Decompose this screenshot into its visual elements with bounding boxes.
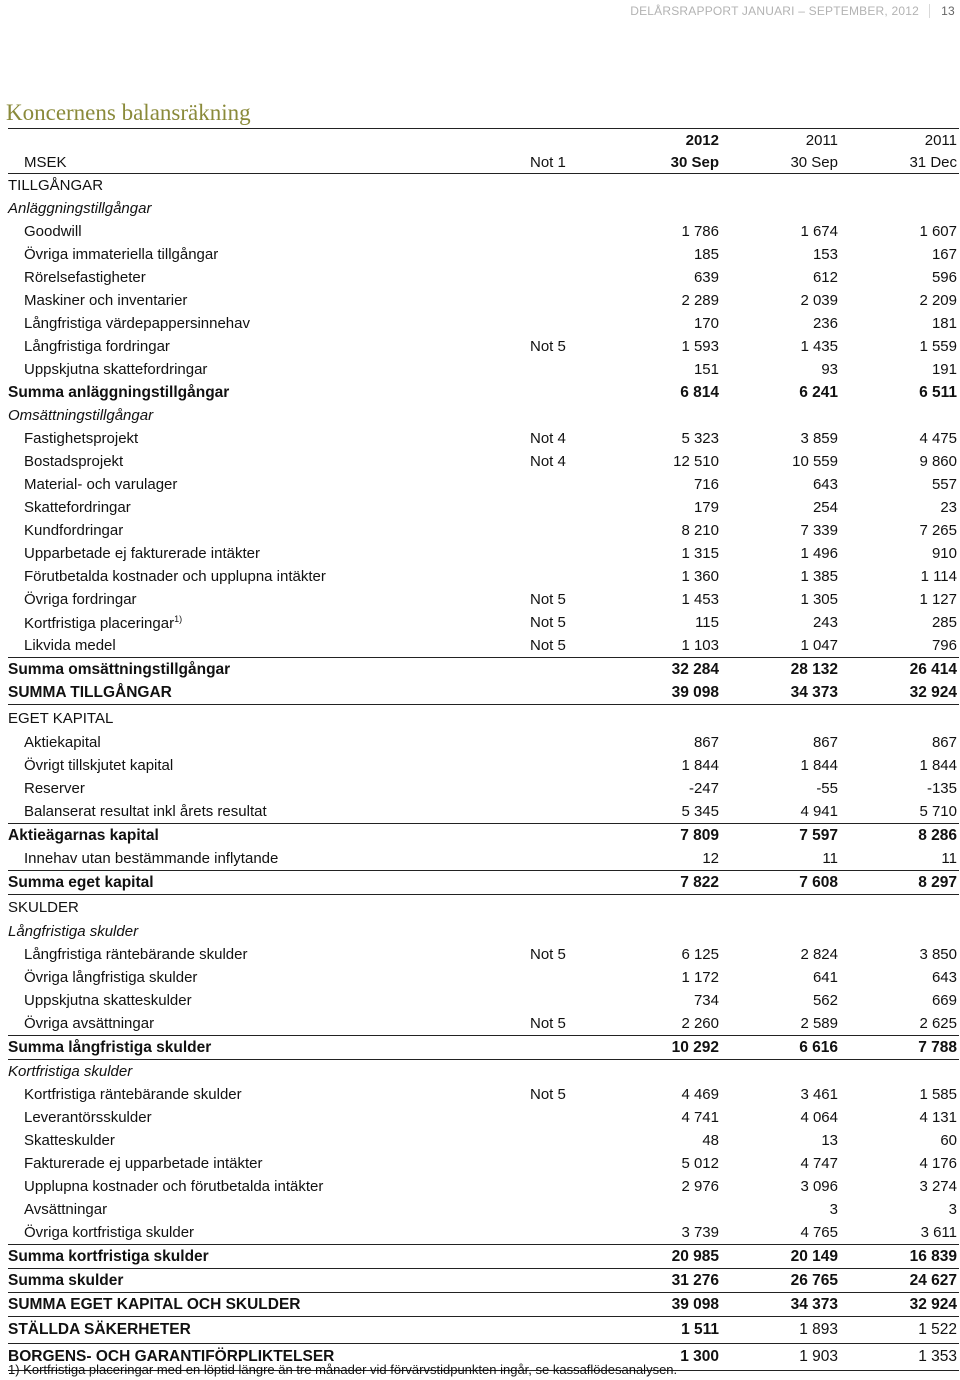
- row-label: Kortfristiga skulder: [8, 1063, 133, 1080]
- table-row: [8, 1292, 959, 1317]
- row-label: Summa skulder: [8, 1271, 124, 1289]
- row-value-col-2: 3: [829, 1201, 838, 1218]
- row-label: Leverantörsskulder: [24, 1109, 152, 1126]
- table-row: [8, 1083, 959, 1106]
- table-row: [8, 731, 959, 754]
- header-row-years: [8, 129, 959, 151]
- row-note-ref: Not 5: [530, 1015, 566, 1032]
- table-row: [8, 754, 959, 777]
- row-label: Aktieägarnas kapital: [8, 826, 159, 844]
- row-value-col-3: 596: [931, 269, 957, 286]
- row-value-col-2: 7 339: [800, 522, 838, 539]
- row-label: Summa eget kapital: [8, 873, 154, 891]
- row-value-col-2: 867: [812, 734, 838, 751]
- row-label: Maskiner och inventarier: [24, 292, 188, 309]
- row-value-col-1: 4 469: [681, 1086, 719, 1103]
- row-value-col-3: 4 176: [919, 1155, 957, 1172]
- row-label: STÄLLDA SÄKERHETER: [8, 1321, 191, 1338]
- row-value-col-1: 6 814: [680, 383, 719, 401]
- row-value-col-3: 6 511: [919, 383, 957, 401]
- row-value-col-2: 3 859: [800, 430, 838, 447]
- row-value-col-3: 1 127: [919, 591, 957, 608]
- row-value-col-2: -55: [816, 780, 838, 797]
- row-value-col-2: 20 149: [790, 1247, 838, 1265]
- row-value-col-3: 4 475: [919, 430, 957, 447]
- row-label: Bostadsprojekt: [24, 453, 124, 470]
- table-row: [8, 966, 959, 989]
- row-value-col-2: 1 674: [800, 223, 838, 240]
- row-note-ref: Not 4: [530, 453, 566, 470]
- table-row: [8, 473, 959, 496]
- page-title: Koncernens balansräkning: [6, 100, 251, 125]
- row-value-col-3: 1 844: [919, 757, 957, 774]
- row-value-col-3: 24 627: [909, 1271, 957, 1289]
- table-row: [8, 266, 959, 289]
- row-label: TILLGÅNGAR: [8, 177, 104, 194]
- row-value-col-3: 3: [948, 1201, 957, 1218]
- row-label: Goodwill: [24, 223, 82, 240]
- row-label: Rörelsefastigheter: [24, 269, 146, 286]
- row-value-col-2: 1 496: [800, 545, 838, 562]
- table-row: [8, 920, 959, 943]
- row-value-col-1: 1 786: [681, 223, 719, 240]
- row-label: Kortfristiga placeringar$^{1)}$: [24, 613, 183, 632]
- row-value-col-3: 4 131: [919, 1109, 957, 1126]
- row-label: Förutbetalda kostnader och upplupna intäkter: [24, 568, 326, 585]
- row-value-col-1: 32 284: [671, 660, 719, 678]
- row-note-ref: Not 5: [530, 1086, 566, 1103]
- row-value-col-1: 7 809: [680, 826, 719, 844]
- row-value-col-1: 5 012: [681, 1155, 719, 1172]
- table-row: [8, 404, 959, 427]
- row-value-col-2: 26 765: [790, 1271, 838, 1289]
- row-label: Övriga kortfristiga skulder: [24, 1224, 195, 1241]
- date-col-1: 30 Sep: [670, 153, 719, 171]
- row-value-col-1: 12 510: [673, 453, 719, 470]
- row-value-col-3: 2 625: [919, 1015, 957, 1032]
- row-value-col-2: 1 385: [800, 568, 838, 585]
- row-value-col-2: 28 132: [790, 660, 838, 678]
- row-value-col-1: 1 360: [681, 568, 719, 585]
- row-value-col-3: 643: [931, 969, 957, 986]
- unit-label: MSEK: [24, 153, 67, 171]
- row-value-col-1: 39 098: [671, 1295, 719, 1313]
- table-row: [8, 174, 959, 197]
- footnote-marker: 1): [174, 613, 183, 624]
- row-label: SKULDER: [8, 899, 79, 916]
- row-label: Långfristiga fordringar: [24, 338, 170, 355]
- row-label: EGET KAPITAL: [8, 709, 114, 727]
- row-value-col-2: 236: [812, 315, 838, 332]
- row-note-ref: Not 5: [530, 591, 566, 608]
- table-row: [8, 1198, 959, 1221]
- row-label: Övriga avsättningar: [24, 1015, 155, 1032]
- row-value-col-1: 115: [695, 614, 719, 631]
- table-row: [8, 220, 959, 243]
- row-value-col-1: 20 985: [671, 1247, 719, 1265]
- table-row: [8, 1129, 959, 1152]
- running-title: DELÅRSRAPPORT JANUARI – SEPTEMBER, 2012: [630, 4, 919, 18]
- row-label: Reserver: [24, 780, 85, 797]
- row-label: Uppskjutna skatteskulder: [24, 992, 192, 1009]
- row-value-col-2: 562: [812, 992, 838, 1009]
- row-value-col-3: 3 611: [920, 1224, 957, 1241]
- row-value-col-1: 2 976: [681, 1178, 719, 1195]
- row-label: Fakturerade ej upparbetade intäkter: [24, 1155, 263, 1172]
- row-value-col-1: 1 844: [681, 757, 719, 774]
- row-label: SUMMA TILLGÅNGAR: [8, 683, 172, 701]
- row-value-col-2: 243: [812, 614, 838, 631]
- row-label: Kundfordringar: [24, 522, 124, 539]
- row-value-col-2: 1 435: [800, 338, 838, 355]
- row-value-col-2: 34 373: [790, 1295, 838, 1313]
- row-value-col-1: 1 593: [681, 338, 719, 355]
- row-note-ref: Not 5: [530, 338, 566, 355]
- row-value-col-1: 5 323: [681, 430, 719, 447]
- table-row: [8, 588, 959, 611]
- row-value-col-2: 1 047: [800, 637, 838, 654]
- row-value-col-1: 10 292: [671, 1038, 719, 1056]
- row-value-col-2: 2 039: [800, 292, 838, 309]
- table-row: [8, 657, 959, 681]
- row-value-col-1: 867: [693, 734, 719, 751]
- row-label: Summa anläggningstillgångar: [8, 383, 230, 401]
- row-value-col-3: 191: [931, 361, 957, 378]
- date-col-2: 30 Sep: [790, 153, 838, 171]
- row-label: Långfristiga värdepappersinnehav: [24, 315, 250, 332]
- row-value-col-3: 1 585: [919, 1086, 957, 1103]
- note-header: Not 1: [530, 153, 566, 171]
- row-value-col-2: 4 765: [800, 1224, 838, 1241]
- row-value-col-3: 60: [940, 1132, 957, 1149]
- row-value-col-2: 1 844: [800, 757, 838, 774]
- row-value-col-1: 2 260: [681, 1015, 719, 1032]
- row-label: Upparbetade ej fakturerade intäkter: [24, 545, 260, 562]
- row-value-col-1: 6 125: [681, 946, 719, 963]
- row-label: BORGENS- OCH GARANTIFÖRPLIKTELSER: [8, 1348, 335, 1365]
- row-value-col-2: 3 096: [800, 1178, 838, 1195]
- table-row: [8, 777, 959, 800]
- row-value-col-3: 26 414: [909, 660, 957, 678]
- row-value-col-3: -135: [926, 780, 957, 797]
- table-row: [8, 542, 959, 565]
- row-value-col-3: 1 607: [919, 223, 957, 240]
- table-row: [8, 705, 959, 731]
- table-row: [8, 1317, 959, 1344]
- table-row: [8, 1221, 959, 1244]
- table-row: [8, 381, 959, 404]
- table-row: [8, 243, 959, 266]
- table-row: [8, 358, 959, 381]
- table-row: [8, 611, 959, 634]
- row-value-col-2: 7 608: [799, 873, 838, 891]
- row-value-col-3: 9 860: [919, 453, 957, 470]
- row-value-col-2: 6 241: [799, 383, 838, 401]
- row-value-col-2: 1 903: [799, 1348, 838, 1365]
- row-value-col-2: 2 589: [800, 1015, 838, 1032]
- row-value-col-1: 185: [693, 246, 719, 263]
- row-value-col-2: 641: [812, 969, 838, 986]
- row-value-col-2: 3 461: [800, 1086, 838, 1103]
- row-value-col-1: 1 172: [681, 969, 719, 986]
- table-row: [8, 565, 959, 588]
- row-value-col-3: 32 924: [909, 1295, 957, 1313]
- row-label: Kortfristiga räntebärande skulder: [24, 1086, 242, 1103]
- row-label: Summa långfristiga skulder: [8, 1038, 212, 1056]
- row-value-col-1: 716: [693, 476, 719, 493]
- row-value-col-1: 170: [693, 315, 719, 332]
- row-value-col-3: 867: [931, 734, 957, 751]
- table-row: [8, 681, 959, 705]
- table-row: [8, 1268, 959, 1292]
- table-row: [8, 823, 959, 847]
- row-value-col-3: 910: [931, 545, 957, 562]
- row-value-col-2: 13: [821, 1132, 838, 1149]
- table-row: [8, 1175, 959, 1198]
- table-body: [8, 174, 959, 1371]
- row-value-col-2: 6 616: [799, 1038, 838, 1056]
- row-value-col-1: 5 345: [681, 803, 719, 820]
- row-value-col-1: 31 276: [671, 1271, 719, 1289]
- footnote: 1) Kortfristiga placeringar med en löptid längre än tre månader vid förvärvstidpunkten ingår, se kassaflödesanalysen.: [8, 1362, 678, 1377]
- year-col-1: 2012: [685, 131, 719, 149]
- row-label: Likvida medel: [24, 637, 116, 654]
- balance-sheet-table: [8, 129, 959, 1371]
- table-row: [8, 870, 959, 895]
- row-value-col-1: 639: [693, 269, 719, 286]
- row-value-col-1: 1 315: [681, 545, 719, 562]
- table-row: [8, 1244, 959, 1268]
- row-value-col-1: -247: [688, 780, 719, 797]
- table-row: [8, 289, 959, 312]
- row-value-col-3: 23: [940, 499, 957, 516]
- row-label: Skatteskulder: [24, 1132, 115, 1149]
- table-row: [8, 800, 959, 823]
- row-value-col-2: 93: [821, 361, 838, 378]
- row-value-col-3: 285: [931, 614, 957, 631]
- year-col-3: 2011: [924, 131, 957, 149]
- table-row: [8, 634, 959, 657]
- row-value-col-1: 1 300: [680, 1348, 719, 1365]
- row-value-col-2: 254: [812, 499, 838, 516]
- table-row: [8, 312, 959, 335]
- row-label: Fastighetsprojekt: [24, 430, 139, 447]
- row-label: Långfristiga räntebärande skulder: [24, 946, 248, 963]
- row-value-col-1: 1 453: [681, 591, 719, 608]
- row-value-col-2: 153: [812, 246, 838, 263]
- row-label: Övriga fordringar: [24, 591, 137, 608]
- row-value-col-3: 669: [931, 992, 957, 1009]
- row-label: Summa kortfristiga skulder: [8, 1247, 209, 1265]
- header-row-dates: [8, 151, 959, 174]
- row-label: Övriga immateriella tillgångar: [24, 246, 219, 263]
- row-value-col-1: 734: [693, 992, 719, 1009]
- table-row: [8, 496, 959, 519]
- row-note-ref: Not 5: [530, 946, 566, 963]
- table-row: [8, 989, 959, 1012]
- row-note-ref: Not 5: [530, 614, 566, 631]
- table-row: [8, 1012, 959, 1035]
- row-value-col-1: 2 289: [681, 292, 719, 309]
- row-value-col-2: 643: [812, 476, 838, 493]
- row-value-col-3: 181: [931, 315, 957, 332]
- row-value-col-2: 7 597: [799, 826, 838, 844]
- row-value-col-3: 7 788: [918, 1038, 957, 1056]
- row-label: Avsättningar: [24, 1201, 108, 1218]
- running-header: [580, 0, 960, 22]
- row-value-col-2: 10 559: [792, 453, 838, 470]
- row-label: Balanserat resultat inkl årets resultat: [24, 803, 267, 820]
- row-value-col-1: 151: [693, 361, 719, 378]
- row-value-col-1: 48: [702, 1132, 719, 1149]
- row-value-col-1: 8 210: [681, 522, 719, 539]
- row-value-col-2: 34 373: [790, 683, 838, 701]
- row-label: Övrigt tillskjutet kapital: [24, 757, 174, 774]
- year-col-2: 2011: [805, 131, 838, 149]
- row-value-col-3: 32 924: [909, 683, 957, 701]
- date-col-3: 31 Dec: [909, 153, 957, 171]
- row-value-col-3: 5 710: [919, 803, 957, 820]
- row-value-col-3: 3 850: [919, 946, 957, 963]
- row-label: Material- och varulager: [24, 476, 178, 493]
- table-row: [8, 197, 959, 220]
- row-value-col-1: 1 511: [681, 1321, 719, 1338]
- row-label: Långfristiga skulder: [8, 923, 139, 940]
- table-row: [8, 450, 959, 473]
- row-value-col-3: 16 839: [909, 1247, 957, 1265]
- row-value-col-3: 11: [941, 850, 957, 867]
- row-label: Innehav utan bestämmande inflytande: [24, 850, 279, 867]
- row-value-col-2: 11: [822, 850, 838, 867]
- row-label: Skattefordringar: [24, 499, 131, 516]
- row-value-col-3: 796: [931, 637, 957, 654]
- row-value-col-3: 2 209: [919, 292, 957, 309]
- row-value-col-3: 7 265: [919, 522, 957, 539]
- row-value-col-2: 1 893: [799, 1321, 838, 1338]
- row-value-col-3: 8 286: [918, 826, 957, 844]
- row-value-col-2: 2 824: [800, 946, 838, 963]
- row-value-col-3: 167: [931, 246, 957, 263]
- table-row: [8, 519, 959, 542]
- row-value-col-3: 1 522: [918, 1321, 957, 1338]
- row-value-col-1: 39 098: [671, 683, 719, 701]
- table-row: [8, 335, 959, 358]
- table-row: [8, 943, 959, 966]
- row-label: Summa omsättningstillgångar: [8, 660, 231, 678]
- row-value-col-2: 4 747: [800, 1155, 838, 1172]
- row-value-col-2: 612: [812, 269, 838, 286]
- row-label: SUMMA EGET KAPITAL OCH SKULDER: [8, 1295, 301, 1313]
- row-value-col-3: 1 559: [919, 338, 957, 355]
- row-value-col-1: 4 741: [681, 1109, 719, 1126]
- row-note-ref: Not 4: [530, 430, 566, 447]
- row-label: Anläggningstillgångar: [8, 200, 152, 217]
- row-label: Uppskjutna skattefordringar: [24, 361, 208, 378]
- row-value-col-3: 1 114: [920, 568, 957, 585]
- table-row: [8, 847, 959, 870]
- row-value-col-3: 3 274: [919, 1178, 957, 1195]
- row-label: Omsättningstillgångar: [8, 407, 154, 424]
- row-value-col-1: 1 103: [681, 637, 719, 654]
- row-label: Upplupna kostnader och förutbetalda intäkter: [24, 1178, 324, 1195]
- row-note-ref: Not 5: [530, 637, 566, 654]
- table-row: [8, 895, 959, 920]
- row-value-col-3: 557: [931, 476, 957, 493]
- row-label: Aktiekapital: [24, 734, 101, 751]
- table-row: [8, 427, 959, 450]
- row-value-col-3: 8 297: [918, 873, 957, 891]
- row-value-col-1: 3 739: [681, 1224, 719, 1241]
- row-value-col-2: 4 064: [800, 1109, 838, 1126]
- table-row: [8, 1106, 959, 1129]
- row-label: Övriga långfristiga skulder: [24, 969, 198, 986]
- page-number: 13: [929, 4, 960, 18]
- table-row: [8, 1060, 959, 1083]
- row-value-col-1: 179: [693, 499, 719, 516]
- row-value-col-2: 4 941: [800, 803, 838, 820]
- row-value-col-2: 1 305: [800, 591, 838, 608]
- table-row: [8, 1152, 959, 1175]
- table-row: [8, 1035, 959, 1060]
- row-value-col-1: 12: [702, 850, 719, 867]
- row-value-col-1: 7 822: [680, 873, 719, 891]
- row-value-col-3: 1 353: [918, 1348, 957, 1365]
